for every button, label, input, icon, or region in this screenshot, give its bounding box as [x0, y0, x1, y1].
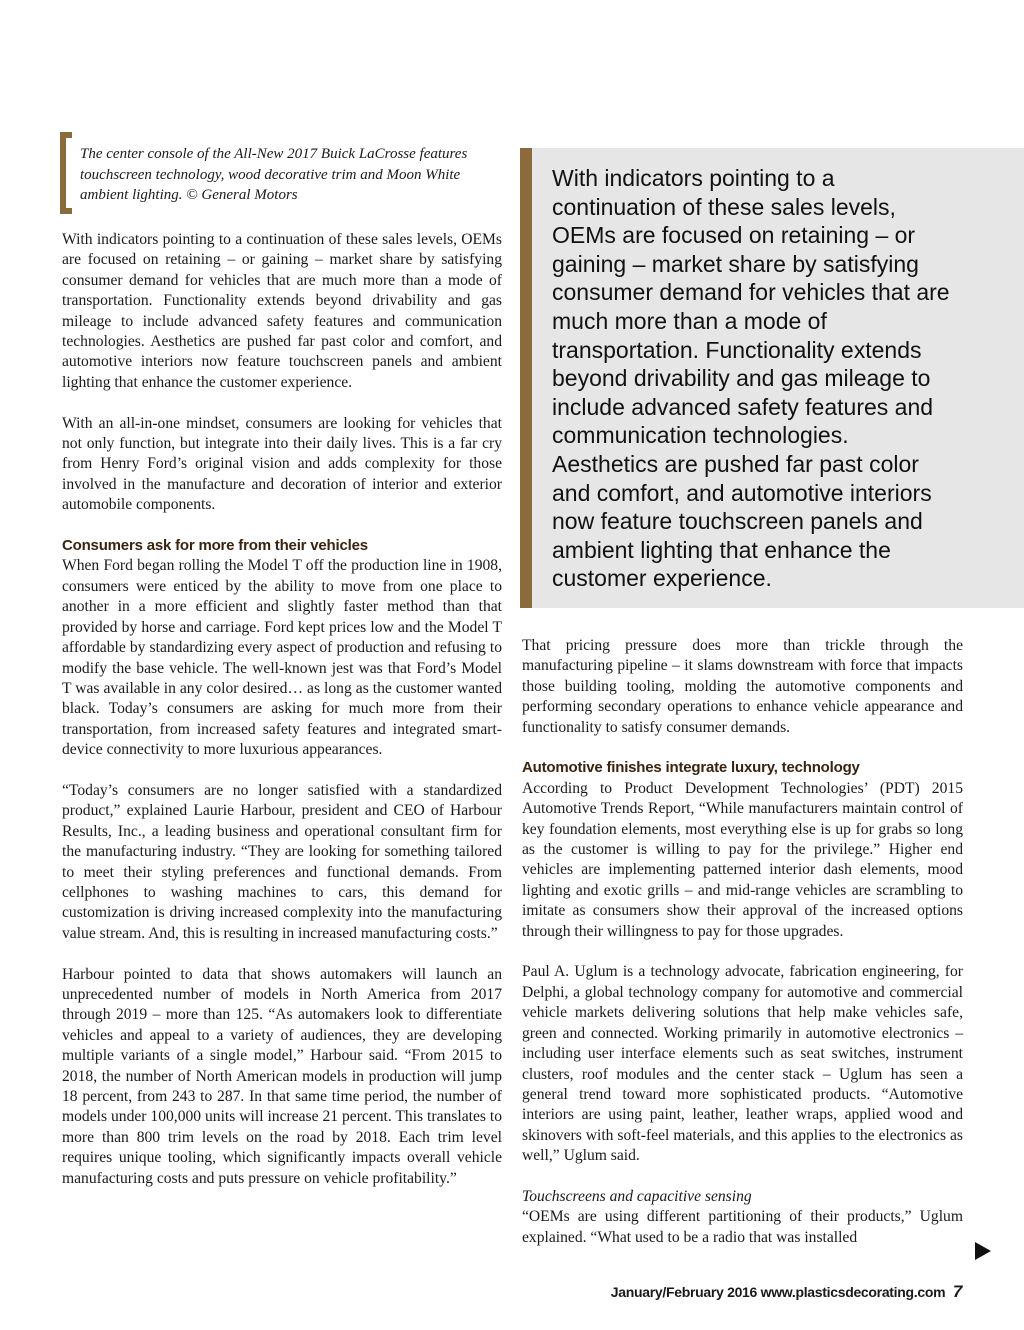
- page-footer: [611, 1282, 962, 1302]
- paragraph: “Today’s consumers are no longer satisfied with a standardized product,” explained Laurie Harbour, president and CEO of Harbour Results, Inc., a leading business and operational consultant firm for the manufacturing industry. “They are looking for something tailored to meet their styling preferences and functional demands. From cellphones to washing machines to cars, this demand for customization is driving increased complexity into the manufacturing value stream. And, this is resulting in increased manufacturing costs.”: [62, 781, 502, 942]
- caption-text: The center console of the All-New 2017 Buick LaCrosse features touchscreen technology, wood decorative trim and Moon White ambient lighting. © General Motors: [80, 146, 468, 203]
- footer-text: January/February 2016 www.plasticsdecorating.com: [610, 1284, 946, 1300]
- paragraph: When Ford began rolling the Model T off the production line in 1908, consumers were enticed by the ability to move from one place to another in a more efficient and slightly faster method than that provided by horse and carriage. Ford kept prices low and the Model T affordable by standardizing every aspect of production and refusing to modify the base vehicle. The well-known jest was that Ford’s Model T was available in any color desired… as long as the customer wanted black. Today’s consumers are asking for much more from their transportation, from increased safety features and integrated smart-device connectivity to more luxurious appearances.: [62, 557, 502, 759]
- paragraph: According to Product Development Technologies’ (PDT) 2015 Automotive Trends Report, “While manufacturers maintain control of key foundation elements, most everything else is up for grabs so long as the customer is willing to pay for the privilege.” Higher end vehicles are implementing patterned interior dash elements, mood lighting and exotic grills – and mid-range vehicles are scrambling to imitate as consumers show their approval of the increased options through their willingness to pay for those upgrades.: [522, 779, 963, 940]
- paragraph: With an all-in-one mindset, consumers are looking for vehicles that not only function, but integrate into their daily lives. This is a far cry from Henry Ford’s original vision and adds complexity for those involved in the manufacture and decoration of interior and exterior automobile components.: [62, 414, 502, 514]
- left-column: [62, 230, 502, 1189]
- page-number: 7: [952, 1282, 962, 1301]
- paragraph: That pricing pressure does more than trickle through the manufacturing pipeline – it slams downstream with force that impacts those building tooling, molding the automotive components and performing secondary operations to enhance vehicle appearance and functionality to satisfy consumer demands.: [522, 637, 963, 736]
- right-column: [522, 636, 963, 1248]
- pull-quote-text: With indicators pointing to a continuation of these sales levels, OEMs are focused on retaining – or gaining – market share by satisfying consumer demand for vehicles that are much more than a mode of transportation. Functionality extends beyond drivability and gas mileage to include advanced safety features and communication technologies. Aesthetics are pushed far past color and comfort, and automotive interiors now feature touchscreen panels and ambient lighting that enhance the customer experience.: [552, 165, 950, 592]
- paragraph: “OEMs are using different partitioning of their products,” Uglum explained. “What used to be a radio that was installed: [522, 1208, 963, 1246]
- paragraph: Paul A. Uglum is a technology advocate, fabrication engineering, for Delphi, a global technology company for automotive and commercial vehicle markets delivering solutions that help make vehicles safe, green and connected. Working primarily in automotive electronics – including user interface elements such as seat switches, instrument clusters, roof modules and the center stack – Uglum has seen a general trend toward more sophisticated products. “Automotive interiors are using paint, leather, leather wraps, applied wood and skinovers with soft-feel materials, and this applies to the electronics as well,” Uglum said.: [522, 963, 963, 1165]
- paragraph: With indicators pointing to a continuation of these sales levels, OEMs are focused on retaining – or gaining – market share by satisfying consumer demand for vehicles that are much more than a mode of transportation. Functionality extends beyond drivability and gas mileage to include advanced safety features and communication technologies. Aesthetics are pushed far past color and comfort, and automotive interiors now feature touchscreen panels and ambient lighting that enhance the customer experience.: [62, 231, 502, 391]
- section-heading: Consumers ask for more from their vehicles: [62, 537, 368, 555]
- continue-arrow-icon: [975, 1242, 991, 1260]
- photo-caption: [60, 132, 505, 217]
- paragraph: Harbour pointed to data that shows automakers will launch an unprecedented number of models in North America from 2017 through 2019 – more than 125. “As automakers look to differentiate vehicles and appeal to a variety of audiences, they are developing multiple variants of a single model,” Harbour said. “From 2015 to 2018, the number of North American models in production will jump 18 percent, from 243 to 287. In that same time period, the number of models under 100,000 units will increase 21 percent. This translates to more than 800 trim levels on the road by 2018. Each trim level requires unique tooling, which significantly impacts overall vehicle manufacturing costs and puts pressure on vehicle profitability.”: [62, 965, 502, 1187]
- caption-bracket: [60, 132, 72, 214]
- section-heading: Automotive finishes integrate luxury, technology: [522, 759, 860, 777]
- pull-quote-box: [520, 148, 1024, 608]
- subheading: Touchscreens and capacitive sensing: [522, 1187, 752, 1205]
